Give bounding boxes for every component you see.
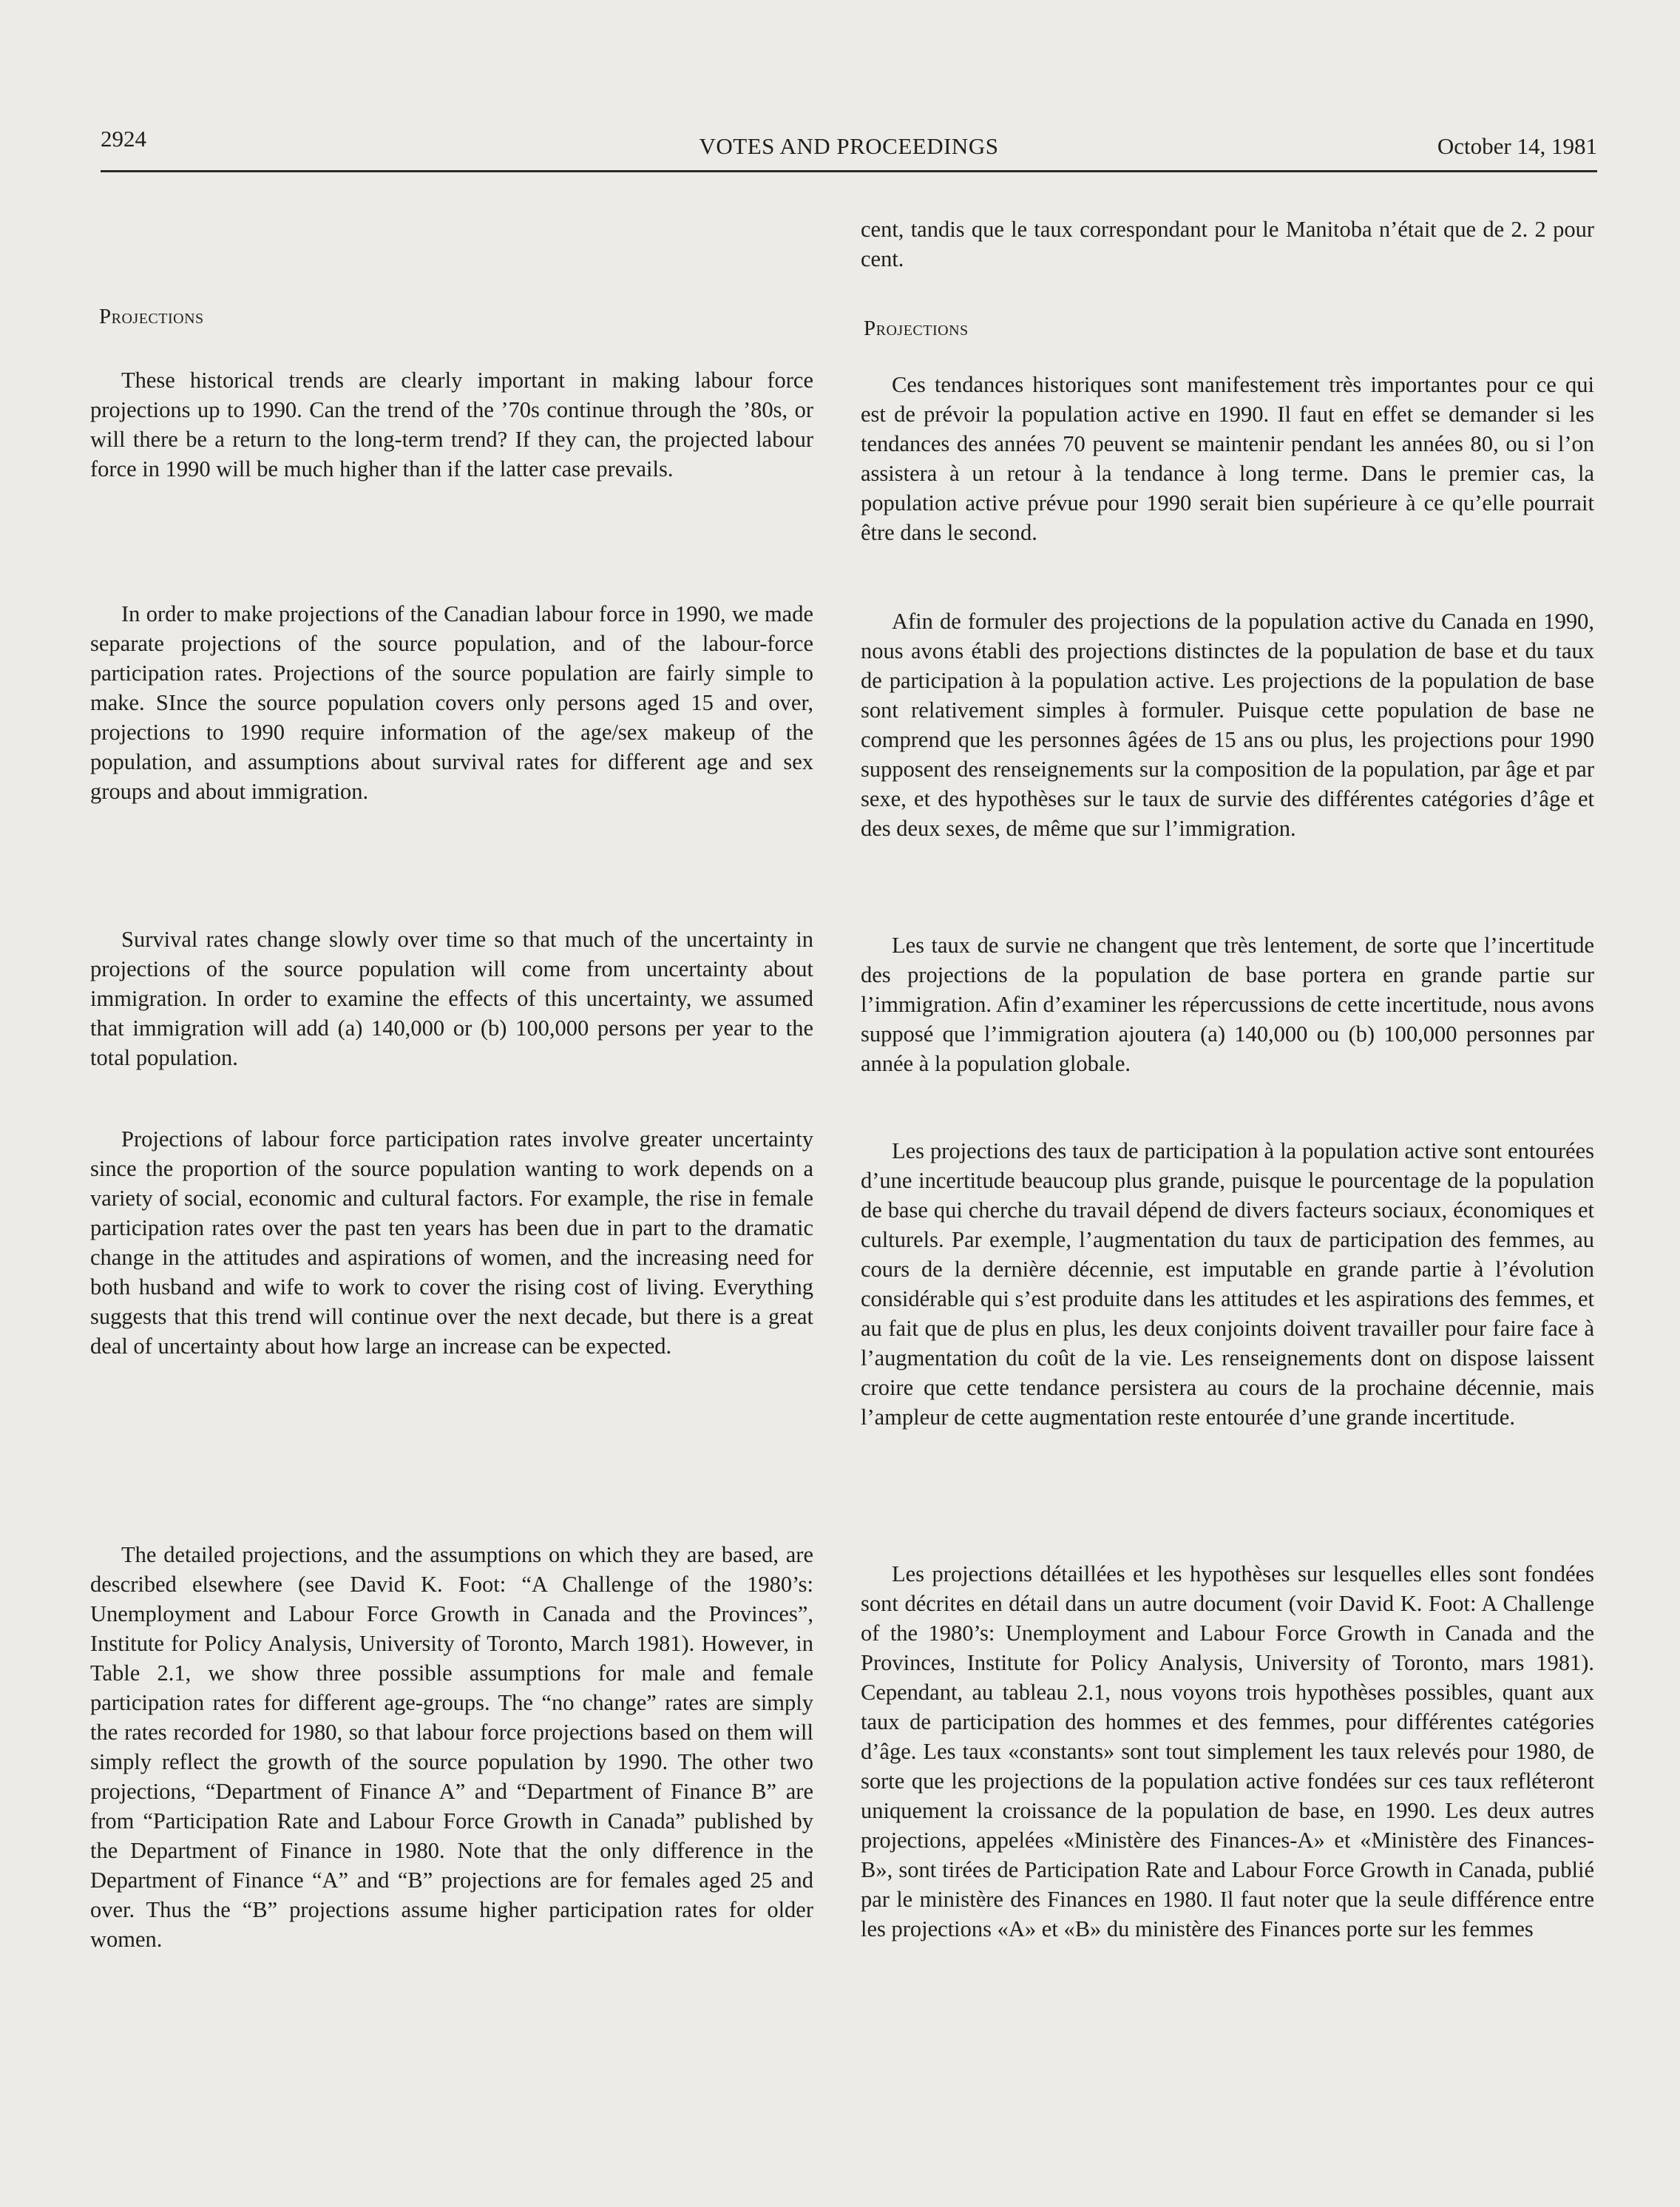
- right-paragraph-3: [861, 930, 1594, 1078]
- paragraph-text: The detailed projections, and the assumptions on which they are based, are described elsewhere (see David K. Foot: “A Challenge of the 1980’s: Unemployment and Labour Force Growth in Canada and the Provinces”, Institute for Policy Analysis, University of Toronto, March 1981). However, in Table 2.1, we show three possible assumptions for male and female participation rates for different age-groups. The “no change” rates are simply the rates recorded for 1980, so that labour force projections based on them will simply reflect the growth of the source population by 1990. The other two projections, “Department of Finance A” and “Department of Finance B” are from “Participation Rate and Labour Force Growth in Canada” published by the Department of Finance in 1980. Note that the only difference in the Department of Finance “A” and “B” projections are for females aged 25 and over. Thus the “B” projections assume higher participation rates for older women.: [90, 1542, 813, 1952]
- right-paragraph-4: [861, 1136, 1594, 1432]
- paragraph-text: Survival rates change slowly over time so that much of the uncertainty in projections of the source population will come from uncertainty about immigration. In order to examine the effects of this uncertainty, we assumed that immigration will add (a) 140,000 or (b) 100,000 persons per year to the total population.: [90, 927, 813, 1070]
- left-paragraph-5: [90, 1540, 813, 1954]
- right-paragraph-5: [861, 1559, 1594, 1944]
- right-paragraph-1: [861, 370, 1594, 547]
- paragraph-text: Projections of labour force participation rates involve greater uncertainty since the proportion of the source population wanting to work depends on a variety of social, economic and cultural factors. For example, the rise in female participation rates over the past ten years has been due in part to the dramatic change in the attitudes and aspirations of women, and the increasing need for both husband and wife to work to cover the rising cost of living. Everything suggests that this trend will continue over the next decade, but there is a great deal of uncertainty about how large an increase can be expected.: [90, 1126, 813, 1359]
- paragraph-text: Afin de formuler des projections de la population active du Canada en 1990, nous avons établi des projections distinctes de la population de base et du taux de participation à la population active. Les projections de la population de base sont relativement simples à formuler. Puisque cette population de base ne comprend que les personnes âgées de 15 ans ou plus, les projections pour 1990 supposent des renseignements sur la composition de la population, par âge et par sexe, et des hypothèses sur le taux de survie des différentes catégories d’âge et des deux sexes, de même que sur l’immigration.: [861, 609, 1594, 841]
- left-section-heading: Projections: [99, 305, 204, 328]
- paragraph-text: Les projections détaillées et les hypothèses sur lesquelles elles sont fondées sont décrites en détail dans un autre document (voir David K. Foot: A Challenge of the 1980’s: Unemployment and Labour Force Growth in Canada and the Provinces, Institute for Policy Analysis, University of Toronto, mars 1981). Cependant, au tableau 2.1, nous voyons trois hypothèses possibles, quant aux taux de participation des hommes et des femmes, pour différentes catégories d’âge. Les taux «constants» sont tout simplement les taux relevés pour 1980, de sorte que les projections de la population active fondées sur ces taux refléteront uniquement la croissance de la population de base, en 1990. Les deux autres projections, appelées «Ministère des Finances-A» et «Ministère des Finances-B», sont tirées de Participation Rate and Labour Force Growth in Canada, publié par le ministère des Finances en 1980. Il faut noter que la seule différence entre les projections «A» et «B» du ministère des Finances porte sur les femmes: [861, 1561, 1594, 1941]
- right-paragraph-2: [861, 606, 1594, 843]
- paragraph-text: cent, tandis que le taux correspondant pour le Manitoba n’était que de 2. 2 pour cent.: [861, 217, 1594, 271]
- paragraph-text: In order to make projections of the Canadian labour force in 1990, we made separate projections of the source population, and of the labour-force participation rates. Projections of the source population are fairly simple to make. SInce the source population covers only persons aged 15 and over, projections to 1990 require information of the age/sex makeup of the population, and assumptions about survival rates for different age and sex groups and about immigration.: [90, 601, 813, 804]
- left-paragraph-4: [90, 1124, 813, 1361]
- page-header: [101, 126, 1597, 172]
- left-paragraph-2: [90, 599, 813, 806]
- header-date: October 14, 1981: [1437, 133, 1597, 159]
- paragraph-text: Les taux de survie ne changent que très lentement, de sorte que l’incertitude des projections de la population de base portera en grande partie sur l’immigration. Afin d’examiner les répercussions de cette incertitude, nous avons supposé que l’immigration ajoutera (a) 140,000 ou (b) 100,000 personnes par année à la population globale.: [861, 933, 1594, 1076]
- paragraph-text: Les projections des taux de participation à la population active sont entourées d’une incertitude beaucoup plus grande, puisque le pourcentage de la population de base qui cherche du travail dépend de divers facteurs sociaux, économiques et culturels. Par exemple, l’augmentation du taux de participation des femmes, au cours de la dernière décennie, est imputable en grande partie à l’évolution considérable qui s’est produite dans les attitudes et les aspirations des femmes, et au fait que de plus en plus, les deux conjoints doivent travailler pour faire face à l’augmentation du coût de la vie. Les renseignements dont on dispose laissent croire que cette tendance persistera au cours de la prochaine décennie, mais l’ampleur de cette augmentation reste entourée d’une grande incertitude.: [861, 1138, 1594, 1430]
- paragraph-text: These historical trends are clearly important in making labour force projections up to 1990. Can the trend of the ’70s continue through the ’80s, or will there be a return to the long-term trend? If they can, the projected labour force in 1990 will be much higher than if the latter case prevails.: [90, 368, 813, 481]
- running-title: VOTES AND PROCEEDINGS: [699, 133, 999, 159]
- right-intro: [861, 214, 1594, 274]
- right-section-heading: Projections: [864, 317, 969, 340]
- left-paragraph-3: [90, 925, 813, 1072]
- left-paragraph-1: [90, 365, 813, 484]
- paragraph-text: Ces tendances historiques sont manifestement très importantes pour ce qui est de prévoir la population active en 1990. Il faut en effet se demander si les tendances des années 70 peuvent se maintenir pendant les années 80, ou si l’on assistera à un retour à la tendance à long terme. Dans le premier cas, la population active prévue pour 1990 serait bien supérieure à ce qu’elle pourrait être dans le second.: [861, 372, 1594, 545]
- page-number: 2924: [101, 126, 146, 152]
